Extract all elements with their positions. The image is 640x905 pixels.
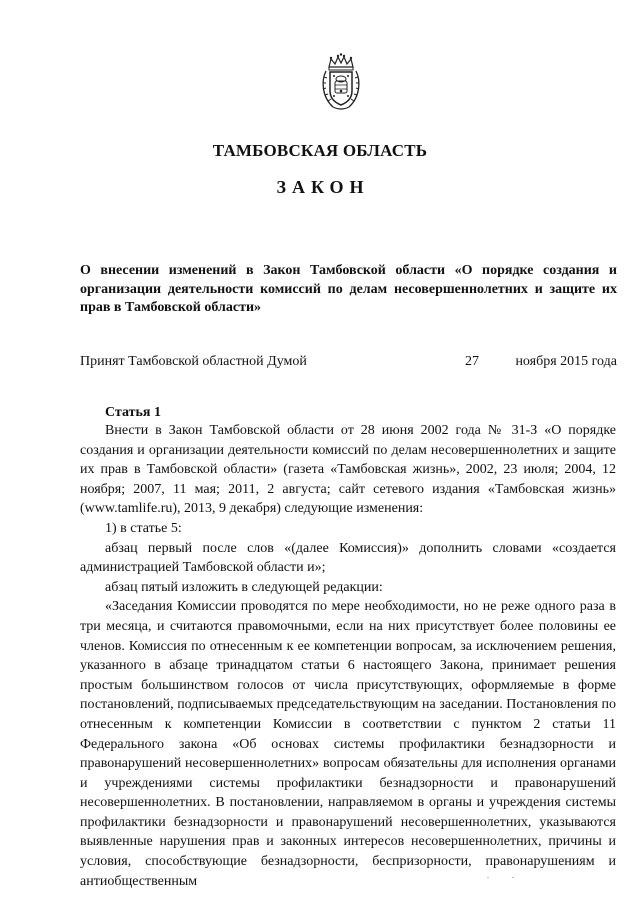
article-paragraph: 1) в статье 5: [105,520,182,536]
article-paragraph: абзац пятый изложить в следующей редакции: [105,579,383,595]
adopted-by: Принят Тамбовской областной Думой [80,354,307,369]
article-paragraph: абзац первый после слов «(далее Комиссия)» дополнить словами «создается администрацией Тамбовской области и»; [80,540,616,576]
adoption-day: 27 [465,354,479,369]
article-heading: Статья 1 [105,405,161,420]
article-body [80,421,616,891]
scan-artifact [512,877,514,878]
document-type-heading: ЗАКОН [276,177,370,197]
adoption-line [80,354,617,374]
article-paragraph: «Заседания Комиссии проводятся по мере необходимости, но не реже одного раза в три месяца, и считаются правомочными, если на них присутствует более половины ее членов. Комиссия по отнесенным к ее компетенции вопросам, за исключением решения, указанного в абзаце тринадцатом статьи 6 настоящего Закона, принимает решения простым большинством голосов от числа присутствующих, оформляемые в форме постановлений, подписываемых председательствующим на заседании. Постановления по отнесенным к компетенции Комиссии в соответствии с пунктом 2 статьи 11 Федерального закона «Об основах системы профилактики безнадзорности и правонарушений несовершеннолетних» вопросам обязательны для исполнения органами и учреждениями системы профилактики безнадзорности и правонарушений несовершеннолетних. В постановлении, направляемом в органы и учреждения системы профилактики безнадзорности и правонарушений несовершеннолетних, указываются выявленные нарушения прав и законных интересов несовершеннолетних, причины и условия, способствующие безнадзорности, беспризорности, правонарушениям и антиобщественным [80,599,616,889]
law-title: О внесении изменений в Закон Тамбовской области «О порядке создания и организации деятельности комиссий по делам несовершеннолетних и защите их прав в Тамбовской области» [80,263,617,315]
coat-of-arms-icon [319,53,363,111]
adoption-month-year: ноября 2015 года [515,354,617,369]
region-heading: ТАМБОВСКАЯ ОБЛАСТЬ [212,141,428,160]
article-paragraph: Внести в Закон Тамбовской области от 28 июня 2002 года № 31-З «О порядке создания и организации деятельности комиссий по делам несовершеннолетних и защите их прав в Тамбовской области» (газета «Тамбовская жизнь», 2002, 23 июля; 2004, 12 ноября; 2007, 11 мая; 2011, 2 августа; сайт сетевого издания «Тамбовская жизнь» (www.tamlife.ru), 2013, 9 декабря) следующие изменения: [80,423,616,517]
scan-artifact [487,877,489,878]
